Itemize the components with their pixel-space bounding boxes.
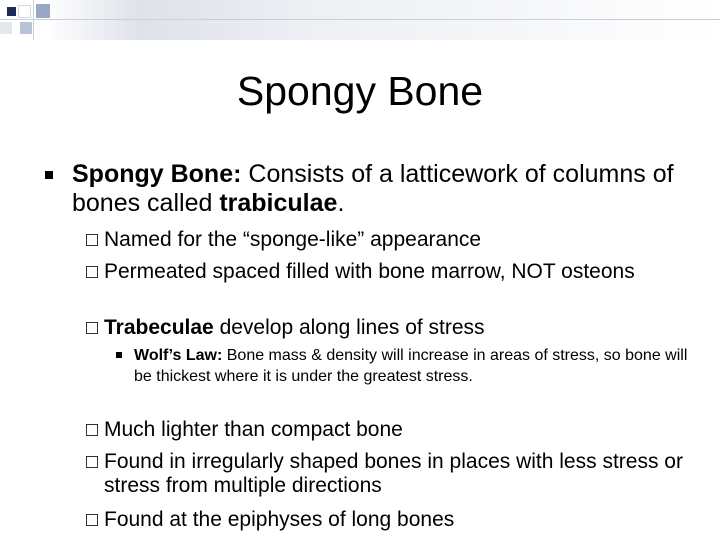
checkbox-bullet-icon — [86, 424, 98, 436]
sub-sub-bullet — [134, 345, 690, 387]
main-bullet-end: . — [337, 189, 345, 217]
sub-bullet-3 — [104, 316, 694, 340]
main-bullet-text: Consists of a latticework of columns of bones called — [72, 160, 674, 217]
sub-bullet-4: Much lighter than compact bone — [104, 418, 403, 441]
bullet-square-small-icon — [116, 352, 122, 358]
main-bullet-term2: trabiculae — [219, 189, 338, 217]
sub-bullet-5: Found in irregularly shaped bones in places with less stress or stress from multiple directions — [104, 450, 683, 497]
decor-square-blue — [36, 4, 50, 18]
slide-title: Spongy Bone — [236, 68, 484, 114]
sub-sub-bullet-text: Bone mass & density will increase in areas of stress, so bone will be thickest where it is under the greatest stress. — [134, 347, 688, 385]
header-decoration — [0, 0, 720, 40]
main-bullet — [72, 160, 682, 218]
bullet-square-icon — [45, 171, 53, 179]
sub-bullet-2: Permeated spaced filled with bone marrow, NOT osteons — [104, 260, 635, 283]
header-rule-horizontal — [0, 19, 720, 20]
main-bullet-term: Spongy Bone: — [72, 160, 242, 188]
sub-bullet-3-term: Trabeculae — [104, 316, 214, 339]
decor-square-dark — [7, 7, 16, 16]
sub-sub-bullet-term: Wolf’s Law: — [134, 347, 223, 364]
sub-bullet-6: Found at the epiphyses of long bones — [104, 508, 455, 531]
checkbox-bullet-icon — [86, 266, 98, 278]
checkbox-bullet-icon — [86, 322, 98, 334]
sub-bullet-3-text: develop along lines of stress — [213, 316, 485, 339]
decor-square-white — [18, 5, 31, 18]
checkbox-bullet-icon — [86, 234, 98, 246]
header-rule-vertical — [33, 0, 34, 40]
checkbox-bullet-icon — [86, 514, 98, 526]
decor-square-pale — [0, 22, 12, 34]
decor-square-light-blue — [20, 22, 32, 34]
sub-bullet-1: Named for the “sponge-like” appearance — [104, 228, 482, 251]
checkbox-bullet-icon — [86, 456, 98, 468]
